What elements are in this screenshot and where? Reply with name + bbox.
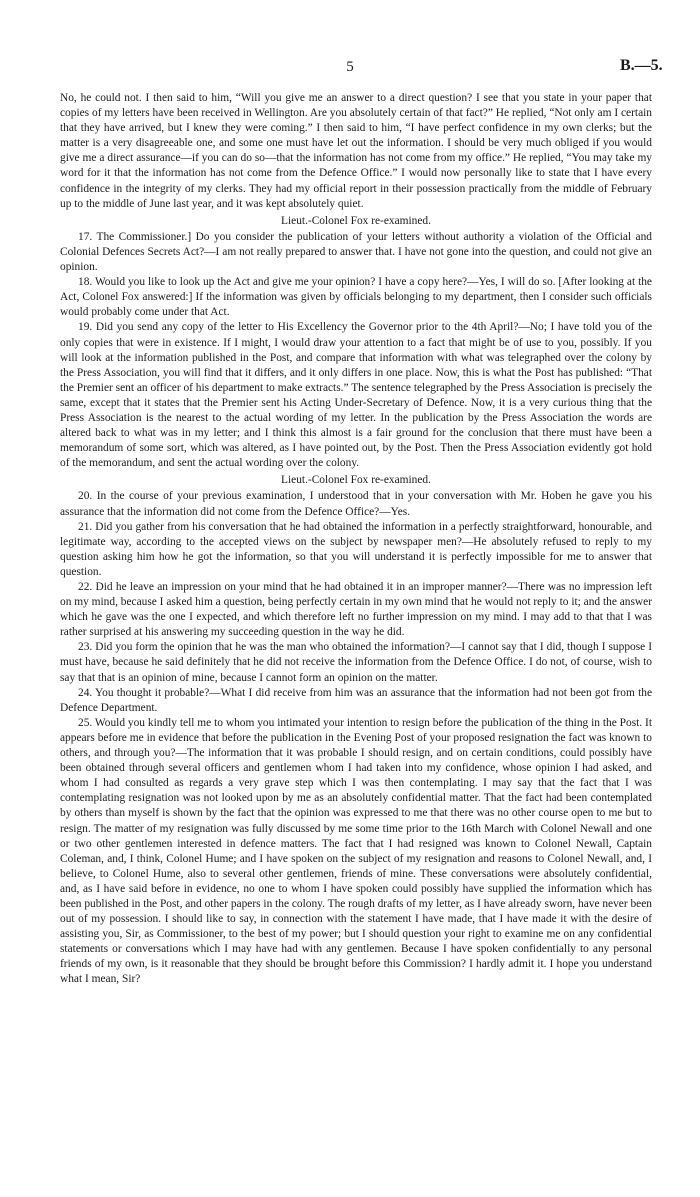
section-heading: Lieut.-Colonel Fox re-examined. [281, 214, 431, 227]
paragraph: 21. Did you gather from his conversation that he had obtained the information in a perfectly straightforward, honourable, and legitimate way, according to the accepted views on the subject by newspaper men?—He absolutely refused to reply to my question asking him how he got the information, so that you will understand it is perfectly impossible for me to answer that question. [60, 520, 652, 578]
page-number: 5 [346, 59, 354, 75]
paragraph: 23. Did you form the opinion that he was the man who obtained the information?—I cannot say that I did, though I suppose I must have, because he said definitely that he did not receive the information from the Defence Office. I do not, of course, wish to say that that is an opinion of mine, because I cannot form an opinion on the matter. [60, 641, 652, 684]
paragraph: 24. You thought it probable?—What I did receive from him was an assurance that the information had not been got from the Defence Department. [60, 686, 652, 714]
paragraph: 19. Did you send any copy of the letter to His Excellency the Governor prior to the 4th April?—No; I have told you of the only copies that were in existence. If I might, I would draw your attention to a fact that might be of use to you, possibly. If you will look at the information published in the Post, and compare that information with what was telegraphed over the colony by the Press Association, you will find that it differs, and it only differs in one place. Now, this is what the Post has published: “That the Premier sent an officer of his department to make extracts.” The sentence telegraphed by the Press Association is precisely the same, except that it states that the Premier sent his Acting Under-Secretary of Defence. Now, it is a very curious thing that the Press Association is the nearest to the actual wording of my letter. In the publication by the Press Association the words are altered back to what was in my letter; and I think this almost is a fair ground for the conclusion that there must have been a memorandum of some sort, which was altered, as I have pointed out, by the Post. Then the Press Association evidently got hold of the memorandum, and sent the actual wording over the colony. [60, 321, 653, 470]
paragraph: 25. Would you kindly tell me to whom you intimated your intention to resign before the publication of the thing in the Post. It appears before me in evidence that before the publication in the Evening Post of your proposed resignation the fact was known to others, and through you?—The information that it was probable I should resign, and on certain conditions, could possibly have been obtained through several officers and gentlemen whom I had taken into my confidence, whose opinion I had asked, and whom I had consulted as regards a very grave step which I was then contemplating. I may say that the fact that I was contemplating resignation was not looked upon by me as an absolutely confidential matter. That the fact had been contemplated by others than myself is shown by the fact that the opinion was expressed to me that there was no other course open to me but to resign. The matter of my resignation was fully discussed by me some time prior to the 16th March with Colonel Newall and one or two other gentlemen interested in defence matters. The fact that I had resigned was known to Colonel Newall, Captain Coleman, and, I think, Colonel Hume; and I have spoken on the subject of my resignation and reasons to Colonel Newall, and, I believe, to Colonel Hume, also to several other gentlemen, friends of mine. These conversations were absolutely confidential, and, as I have said before in evidence, no one to whom I have spoken could possibly have supplied the information which has been published in the Post, and other papers in the colony. The rough drafts of my letter, as I have already sworn, have never been out of my possession. I should like to say, in connection with the statement I have made, that I have made it with the desire of assisting you, Sir, as Commissioner, to the best of my power; but I should question your right to examine me on any confidential statements or conversations which I may have had with any gentlemen. Because I have spoken confidentially to any personal friends of my own, is it reasonable that they should be brought before this Commission? I hardly admit it. I hope you understand what I mean, Sir? [60, 716, 652, 986]
paragraph: 17. The Commissioner.] Do you consider the publication of your letters without authority a violation of the Official and Colonial Defences Secrets Act?—I am not really prepared to answer that. I have not gone into the question, and could not give an opinion. [60, 230, 652, 274]
document-reference: B.—5. [620, 57, 663, 74]
paragraph: 18. Would you like to look up the Act and give me your opinion? I have a copy here?—Yes, I will do so. [After looking at the Act, Colonel Fox answered:] If the information was given by officials belonging to my department, then I consider such officials would probably come under that Act. [60, 276, 652, 319]
paragraph: 20. In the course of your previous examination, I understood that in your conversation with Mr. Hoben he gave you his assurance that the information did not come from the Defence Office?—Yes. [60, 490, 652, 518]
paragraph: 22. Did he leave an impression on your mind that he had obtained it in an improper manner?—There was no impression left on my mind, because I asked him a question, being perfectly certain in my own mind that he would not reply to it; and the answer which he gave was the one I expected, and which therefore left no further impression on my mind. I may add to that that I was rather surprised at his answering my succeeding question in the way he did. [60, 581, 652, 639]
section-heading: Lieut.-Colonel Fox re-examined. [281, 474, 431, 487]
document-body [60, 91, 652, 988]
paragraph: No, he could not. I then said to him, “Will you give me an answer to a direct question? I see that you state in your paper that copies of my letters have been received in Wellington. Are you absolutely certain of that fact?” He replied, “Not only am I certain that they have arrived, but I knew they were coming.” I then said to him, “I have perfect confidence in my own clerks; but the matter is a very disagreeable one, and some one must have let out the information. I should be very much obliged if you would give me a direct assurance—if you can do so—that the information has not come from my office.” He replied, “You may take my word for it that the information has not come from the Defence Office.” I would now personally like to state that I have every confidence in the integrity of my clerks. They had my official report in their possession practically from the middle of February up to the middle of June last year, and it was kept absolutely quiet. [60, 92, 652, 210]
